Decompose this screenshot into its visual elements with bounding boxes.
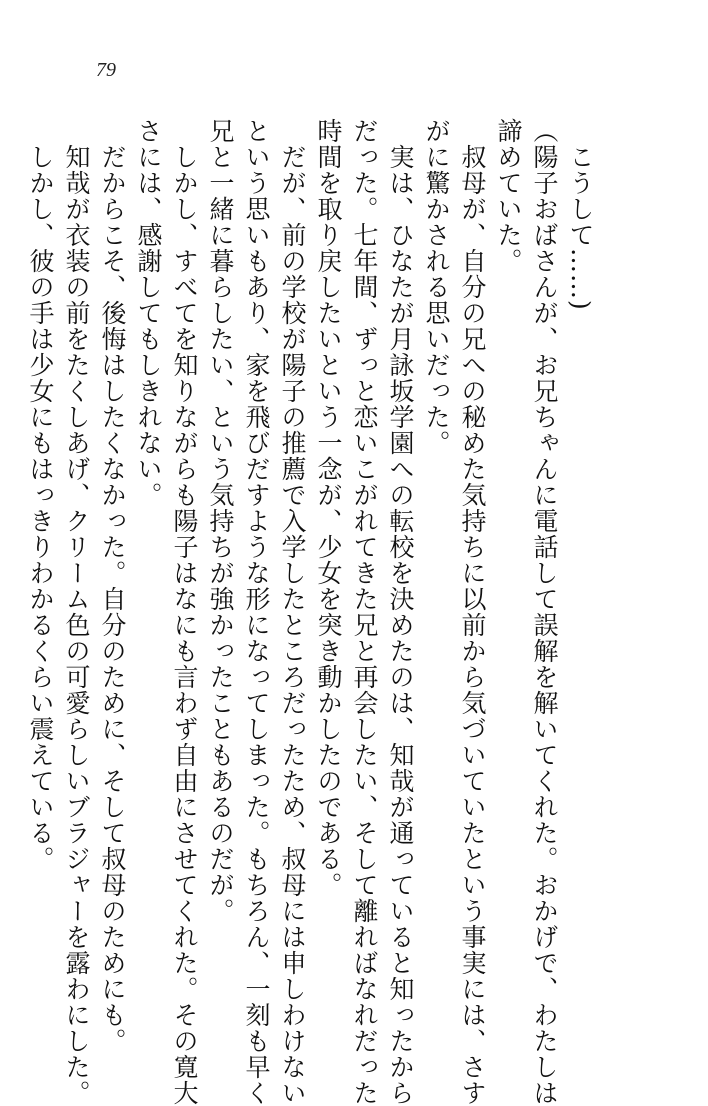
text-line: 諦めていた。 xyxy=(494,118,523,274)
text-line: しかし、すべてを知りながらも陽子はなにも言わず自由にさせてくれた。その寛大 xyxy=(170,118,199,1106)
text-line: だが、前の学校が陽子の推薦で入学したところだったため、叔母には申しわけない xyxy=(278,118,307,1106)
text-line: 時間を取り戻したいという一念が、少女を突き動かしたのである。 xyxy=(314,118,343,898)
text-line: しかし、彼の手は少女にもはっきりわかるくらい震えている。 xyxy=(26,118,55,872)
text-line: （陽子おばさんが、お兄ちゃんに電話して誤解を解いてくれた。おかげで、わたしは xyxy=(530,118,559,1106)
text-line: 知哉が衣装の前をたくしあげ、クリーム色の可愛らしいブラジャーを露わにした。 xyxy=(62,118,91,1106)
text-line: だった。七年間、ずっと恋いこがれてきた兄と再会したい、そして離ればなれだった xyxy=(350,118,379,1106)
text-line: さには、感謝してもしきれない。 xyxy=(134,118,163,508)
text-line: だからこそ、後悔はしたくなかった。自分のために、そして叔母のためにも。 xyxy=(98,118,127,1054)
text-line: 叔母が、自分の兄への秘めた気持ちに以前から気づいていたという事実には、さす xyxy=(458,118,487,1106)
text-line: 兄と一緒に暮らしたい、という気持ちが強かったこともあるのだが。 xyxy=(206,118,235,924)
text-line: という思いもあり、家を飛びだすような形になってしまった。もちろん、一刻も早く xyxy=(242,118,271,1106)
text-line: こうして……) xyxy=(566,118,595,311)
text-line: 実は、ひなたが月詠坂学園への転校を決めたのは、知哉が通っていると知ったから xyxy=(386,118,415,1106)
text-line: がに驚かされる思いだった。 xyxy=(422,118,451,456)
body-text xyxy=(22,118,598,1106)
page-number: 79 xyxy=(96,59,116,81)
